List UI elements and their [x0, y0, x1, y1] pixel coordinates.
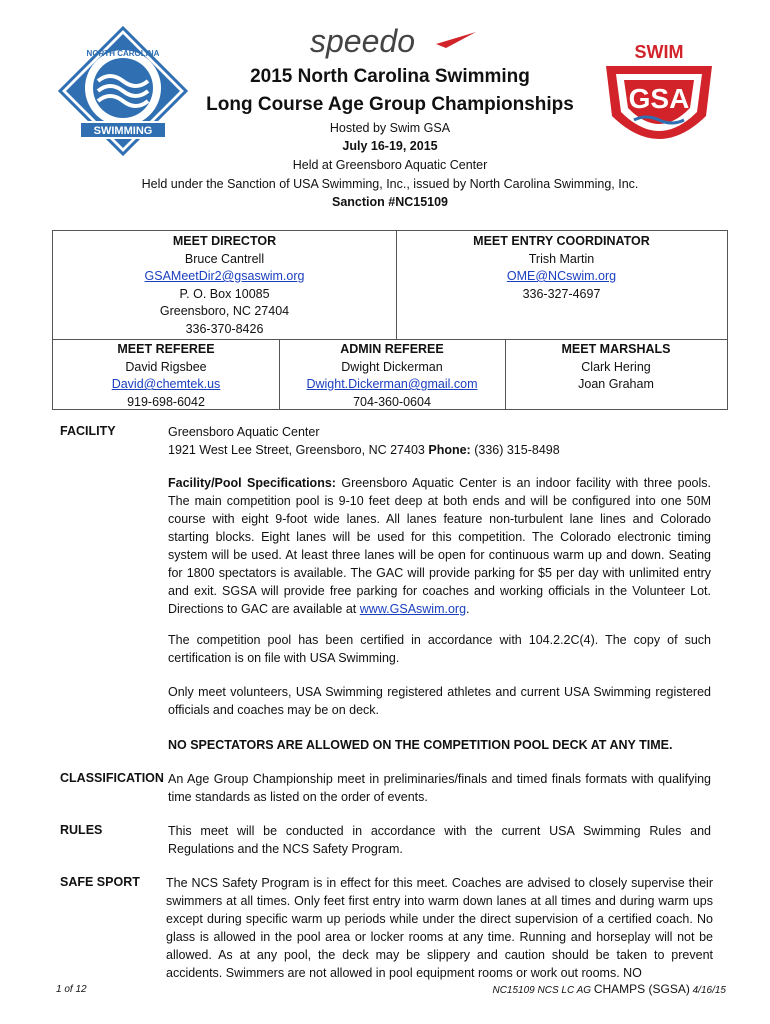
gsa-logo-top-text: SWIM: [634, 42, 684, 62]
meet-referee-phone: 919-698-6042: [127, 394, 205, 409]
no-spectators-notice: NO SPECTATORS ARE ALLOWED ON THE COMPETITION POOL DECK AT ANY TIME.: [168, 738, 673, 752]
meet-dates: July 16-19, 2015: [342, 139, 438, 153]
facility-spec-end: .: [466, 602, 470, 616]
doc-code-main: CHAMPS (SGSA): [593, 982, 690, 996]
meet-marshals-cell: [505, 341, 727, 394]
doc-code-prefix: NC15109 NCS LC AG: [492, 985, 592, 996]
contacts-table: [52, 230, 728, 410]
admin-referee-email-link[interactable]: Dwight.Dickerman@gmail.com: [306, 377, 478, 391]
sanction-text: Held under the Sanction of USA Swimming, Inc., issued by North Carolina Swimming, Inc.: [141, 177, 639, 191]
meet-director-address2: Greensboro, NC 27404: [159, 304, 290, 318]
document-code: [492, 982, 726, 996]
entry-coordinator-phone: 336-327-4697: [522, 286, 601, 301]
gsa-logo-main-text: GSA: [628, 83, 690, 114]
gsaswim-link[interactable]: www.GSAswim.org: [359, 602, 467, 616]
meet-director-address1: P. O. Box 10085: [179, 286, 270, 301]
nc-logo-bottom-text: SWIMMING: [93, 125, 153, 137]
meet-marshal-2: Joan Graham: [578, 377, 654, 391]
facility-label: FACILITY: [60, 424, 116, 438]
entry-coordinator-name: Trish Martin: [528, 251, 595, 266]
nc-logo-top-text: NORTH CAROLINA: [86, 49, 160, 58]
meet-referee-cell: [53, 341, 279, 411]
classification-label: CLASSIFICATION: [60, 771, 164, 785]
facility-spec-text: Greensboro Aquatic Center is an indoor facility with three pools. The main competition pool is 9-10 feet deep at both ends and will be configured into one 50M course with eight 9-foot wide lanes. All lanes feature non-turbulent lane lines and Colorado starting blocks. Eight lanes will be used for this competition. The Colorado electronic timing system will be used. At least three lanes will be open for continuous warm up and down. Seating for 1800 spectators is available. The GAC will provide parking for $5 per day with unlimited entry and exit. SGSA will provide free parking for coaches and working officials in the Volunteer Lot. Directions to GAC are available at: [168, 476, 711, 616]
title-line-1: 2015 North Carolina Swimming: [250, 66, 530, 87]
meet-referee-email-link[interactable]: David@chemtek.us: [111, 377, 221, 391]
safe-sport-label: SAFE SPORT: [60, 875, 140, 889]
meet-director-cell: [53, 233, 396, 338]
facility-name: Greensboro Aquatic Center: [168, 425, 320, 439]
facility-address-line: [168, 441, 711, 459]
facility-spec-label: Facility/Pool Specifications:: [168, 476, 336, 490]
sanction-number: Sanction #NC15109: [331, 195, 449, 209]
meet-marshals-label: MEET MARSHALS: [561, 342, 671, 356]
meet-director-label: MEET DIRECTOR: [172, 234, 277, 248]
facility-phone: (336) 315-8498: [474, 443, 560, 457]
doc-code-date: 4/16/15: [692, 985, 726, 996]
meet-referee-label: MEET REFEREE: [117, 342, 215, 356]
entry-coordinator-email-link[interactable]: OME@NCswim.org: [506, 269, 617, 283]
entry-coordinator-label: MEET ENTRY COORDINATOR: [473, 234, 650, 248]
hosted-by: Hosted by Swim GSA: [329, 121, 451, 135]
speedo-logo-text: speedo: [310, 23, 415, 59]
admin-referee-name: Dwight Dickerman: [341, 359, 443, 374]
speedo-logo: [308, 22, 478, 62]
rules-text: This meet will be conducted in accordance with the current USA Swimming Rules and Regulations and the NCS Safety Program.: [168, 824, 711, 856]
meet-marshal-1: Clark Hering: [581, 359, 651, 374]
held-at: Held at Greensboro Aquatic Center: [292, 158, 488, 172]
meet-director-email-link[interactable]: GSAMeetDir2@gsaswim.org: [144, 269, 305, 283]
nc-swimming-logo: [58, 26, 188, 156]
facility-deck-access: Only meet volunteers, USA Swimming registered athletes and current USA Swimming registered officials and coaches may be on deck.: [168, 685, 711, 717]
classification-text: An Age Group Championship meet in preliminaries/finals and timed finals formats with qualifying time standards as listed on the order of events.: [168, 772, 711, 804]
admin-referee-label: ADMIN REFEREE: [340, 342, 444, 356]
admin-referee-phone: 704-360-0604: [353, 394, 431, 409]
meet-referee-name: David Rigsbee: [125, 359, 207, 374]
page-number: 1 of 12: [56, 984, 87, 995]
facility-phone-label: Phone:: [428, 443, 471, 457]
facility-address: 1921 West Lee Street, Greensboro, NC 27403: [168, 443, 425, 457]
facility-specifications: [168, 474, 711, 618]
safe-sport-text: The NCS Safety Program is in effect for this meet. Coaches are advised to closely supervise their swimmers at all times. Only feet first entry into warm down lanes at all times and during warm ups except during specific warm up periods while under the direct supervision of a certified coach. No glass is allowed in the pool area or locker rooms at any time. Running and horseplay will not be allowed. As at any pool, the deck may be slippery and caution should be taken to prevent accidents. Swimmers are not allowed in pool equipment rooms or work out rooms. NO: [166, 876, 713, 980]
meet-director-phone: 336-370-8426: [185, 321, 264, 336]
entry-coordinator-cell: [396, 233, 727, 303]
title-line-2: Long Course Age Group Championships: [206, 94, 574, 115]
admin-referee-cell: [279, 341, 505, 411]
meet-director-name: Bruce Cantrell: [184, 251, 265, 266]
facility-certification: The competition pool has been certified in accordance with 104.2.2C(4). The copy of such certification is on file with USA Swimming.: [168, 633, 711, 665]
rules-label: RULES: [60, 823, 103, 837]
